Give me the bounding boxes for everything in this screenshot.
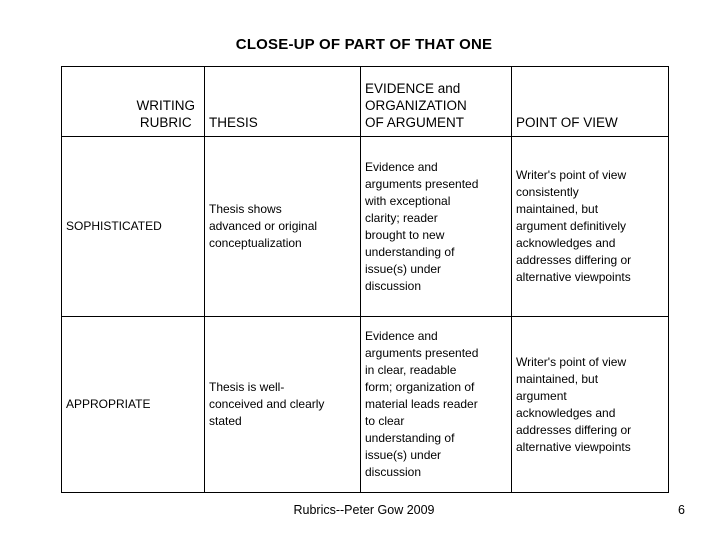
row-level-cell: APPROPRIATE: [62, 317, 205, 493]
slide-title: CLOSE-UP OF PART OF THAT ONE: [235, 36, 493, 53]
header-cell-evidence: EVIDENCE and ORGANIZATION OF ARGUMENT: [361, 67, 512, 137]
footer-credit: Rubrics--Peter Gow 2009: [293, 503, 435, 517]
header-cell-point-of-view: POINT OF VIEW: [512, 67, 669, 137]
header-cell-thesis: THESIS: [205, 67, 361, 137]
evidence-cell: Evidence and arguments presented in clear, readable form; organization of material leads reader to clear understanding of issue(s) under discussion: [361, 317, 512, 493]
thesis-cell: Thesis is well- conceived and clearly stated: [205, 317, 361, 493]
header-writing-rubric-label: WRITING RUBRIC: [136, 98, 195, 130]
row-level-cell: SOPHISTICATED: [62, 137, 205, 317]
table-row: [62, 137, 669, 317]
point-of-view-cell: Writer's point of view maintained, but argument acknowledges and addresses differing or alternative viewpoints: [512, 317, 669, 493]
header-cell-writing-rubric: [62, 67, 205, 137]
page-number: 6: [678, 503, 685, 517]
table-header-row: [62, 67, 669, 137]
evidence-cell: Evidence and arguments presented with exceptional clarity; reader brought to new understanding of issue(s) under discussion: [361, 137, 512, 317]
writing-rubric-table: [61, 66, 669, 493]
thesis-cell: Thesis shows advanced or original conceptualization: [205, 137, 361, 317]
table-row: [62, 317, 669, 493]
point-of-view-cell: Writer's point of view consistently maintained, but argument definitively acknowledges and addresses differing or alternative viewpoints: [512, 137, 669, 317]
